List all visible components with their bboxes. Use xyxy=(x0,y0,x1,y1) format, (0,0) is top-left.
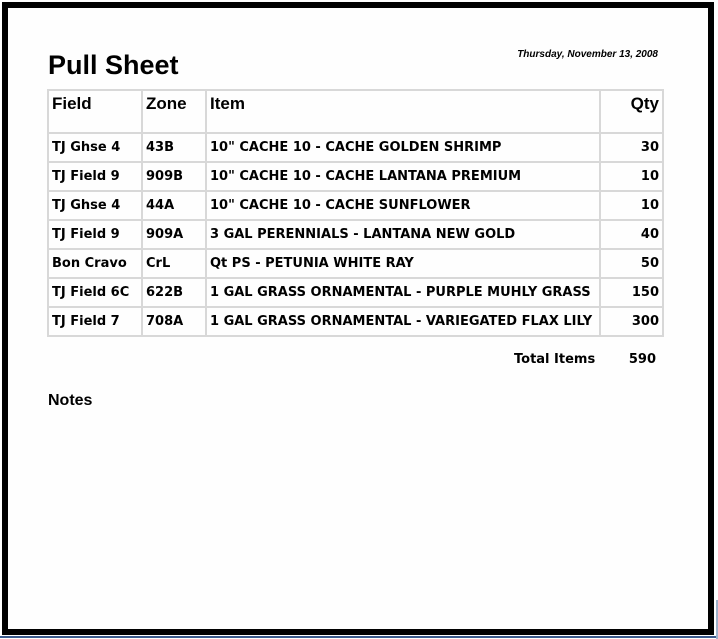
table-header-row xyxy=(48,90,663,133)
cell-zone: CrL xyxy=(142,249,206,278)
cell-item: 1 GAL GRASS ORNAMENTAL - VARIEGATED FLAX LILY xyxy=(206,307,600,336)
cell-field: TJ Field 6C xyxy=(48,278,142,307)
header-field: Field xyxy=(48,90,142,133)
cell-field: TJ Ghse 4 xyxy=(48,133,142,162)
header-qty: Qty xyxy=(600,90,663,133)
cell-qty: 300 xyxy=(600,307,663,336)
cell-qty: 10 xyxy=(600,162,663,191)
cell-field: TJ Field 7 xyxy=(48,307,142,336)
cell-zone: 44A xyxy=(142,191,206,220)
table-row xyxy=(48,249,663,278)
total-items-label: Total Items xyxy=(514,352,596,367)
cell-field: Bon Cravo xyxy=(48,249,142,278)
table-row xyxy=(48,191,663,220)
cell-qty: 40 xyxy=(600,220,663,249)
header-zone: Zone xyxy=(142,90,206,133)
table-row xyxy=(48,220,663,249)
table-row xyxy=(48,307,663,336)
cell-zone: 43B xyxy=(142,133,206,162)
table-row xyxy=(48,278,663,307)
cell-item: 10" CACHE 10 - CACHE LANTANA PREMIUM xyxy=(206,162,600,191)
cell-qty: 50 xyxy=(600,249,663,278)
cell-item: Qt PS - PETUNIA WHITE RAY xyxy=(206,249,600,278)
cell-item: 1 GAL GRASS ORNAMENTAL - PURPLE MUHLY GRASS xyxy=(206,278,600,307)
cell-qty: 30 xyxy=(600,133,663,162)
cell-qty: 150 xyxy=(600,278,663,307)
total-items-value: 590 xyxy=(628,352,656,367)
cell-field: TJ Field 9 xyxy=(48,162,142,191)
table-row xyxy=(48,133,663,162)
table-row xyxy=(48,162,663,191)
cell-zone: 909B xyxy=(142,162,206,191)
cell-item: 3 GAL PERENNIALS - LANTANA NEW GOLD xyxy=(206,220,600,249)
cell-zone: 622B xyxy=(142,278,206,307)
cell-zone: 708A xyxy=(142,307,206,336)
cell-qty: 10 xyxy=(600,191,663,220)
cell-field: TJ Ghse 4 xyxy=(48,191,142,220)
page-title: Pull Sheet xyxy=(48,50,179,80)
cell-zone: 909A xyxy=(142,220,206,249)
pull-sheet-table xyxy=(47,89,664,337)
header-item: Item xyxy=(206,90,600,133)
report-date: Thursday, November 13, 2008 xyxy=(517,49,658,60)
cell-item: 10" CACHE 10 - CACHE GOLDEN SHRIMP xyxy=(206,133,600,162)
window-bottom-edge xyxy=(0,636,718,638)
notes-heading: Notes xyxy=(48,392,93,409)
cell-item: 10" CACHE 10 - CACHE SUNFLOWER xyxy=(206,191,600,220)
cell-field: TJ Field 9 xyxy=(48,220,142,249)
